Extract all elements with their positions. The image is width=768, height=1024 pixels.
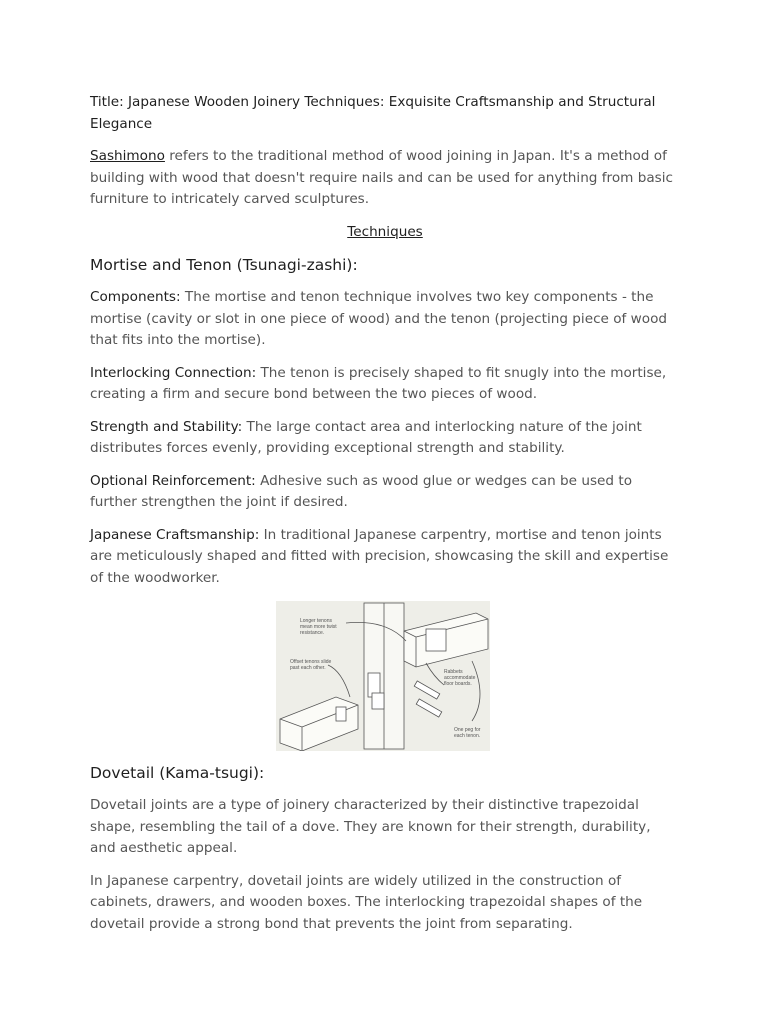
document-title: Title: Japanese Wooden Joinery Techniques: Exquisite Craftsmanship and Structural Elegance: [90, 94, 656, 132]
document-body: [90, 92, 680, 935]
dovetail-paragraph-1: Dovetail joints are a type of joinery characterized by their distinctive trapezoidal shape, resembling the tail of a dove. They are known for their strength, durability, and aesthetic appeal.: [90, 797, 651, 856]
mortise-item-strength: [90, 417, 680, 460]
item-text: Adhesive such as wood glue or wedges can be used to further strengthen the joint if desired.: [90, 472, 633, 510]
item-term: Interlocking Connection:: [90, 364, 257, 381]
figure-label: One peg for: [454, 727, 481, 733]
figure-label: Offset tenons slide: [290, 659, 332, 665]
mortise-tenon-heading: Mortise and Tenon (Tsunagi-zashi):: [90, 256, 358, 274]
item-term: Strength and Stability:: [90, 418, 243, 435]
lower-sill-shape: [280, 697, 358, 751]
mortise-item-reinforcement: [90, 471, 680, 514]
techniques-heading: [90, 222, 680, 244]
mortise-item-craftsmanship: [90, 525, 680, 590]
intro-text: refers to the traditional method of wood joining in Japan. It's a method of building with wood that doesn't require nails and can be used for anything from basic furniture to intricately carved sculptures.: [90, 148, 674, 207]
sashimono-link[interactable]: Sashimono: [90, 148, 165, 164]
figure-label: each tenon.: [454, 733, 481, 739]
item-text: The tenon is precisely shaped to fit snugly into the mortise, creating a firm and secure bond between the two pieces of wood.: [90, 364, 667, 402]
techniques-heading-text: Techniques: [347, 223, 423, 240]
figure-label: Rabbets: [444, 669, 463, 675]
intro-paragraph: [90, 146, 680, 211]
figure-label: floor boards.: [444, 681, 472, 687]
item-text: The large contact area and interlocking nature of the joint distributes forces evenly, providing exceptional strength and stability.: [90, 418, 642, 456]
figure-label: mean more twist: [300, 624, 337, 630]
item-term: Optional Reinforcement:: [90, 472, 256, 489]
figure-label: Longer tenons: [300, 618, 332, 624]
mortise-item-components: [90, 287, 680, 352]
joinery-drawing: [276, 601, 490, 751]
item-term: Japanese Craftsmanship:: [90, 526, 260, 543]
dovetail-heading: Dovetail (Kama-tsugi):: [90, 764, 265, 782]
item-text: The mortise and tenon technique involves two key components - the mortise (cavity or slot in one piece of wood) and the tenon (projecting piece of wood that fits into the mortise).: [90, 289, 668, 348]
figure-label: accommodate: [444, 675, 476, 681]
mortise-item-interlocking: [90, 363, 680, 406]
item-term: Components:: [90, 289, 181, 305]
item-text: In traditional Japanese carpentry, mortise and tenon joints are meticulously shaped and fitted with precision, showcasing the skill and expertise of the woodworker.: [90, 526, 669, 586]
joinery-illustration: [276, 601, 490, 751]
figure-label: past each other.: [290, 665, 326, 671]
dovetail-paragraph-2: In Japanese carpentry, dovetail joints are widely utilized in the construction of cabinets, drawers, and wooden boxes. The interlocking trapezoidal shapes of the dovetail provide a strong bond that prevents the joint from separating.: [90, 872, 643, 932]
figure-label: resistance.: [300, 630, 325, 636]
